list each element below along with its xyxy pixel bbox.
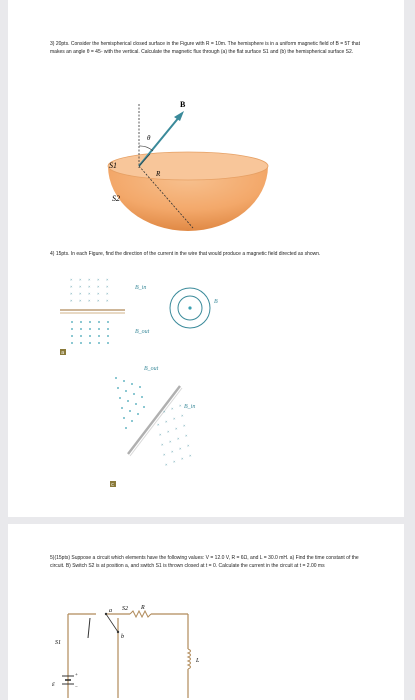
cross-marker: × — [165, 462, 168, 467]
cross-marker: × — [175, 426, 178, 431]
label-l: L — [196, 658, 200, 664]
dot-marker — [127, 400, 129, 402]
dot-marker — [107, 342, 109, 344]
cross-marker: × — [171, 406, 174, 411]
cross-marker: × — [189, 453, 192, 458]
cross-marker: × — [157, 422, 160, 427]
dot-marker — [125, 427, 127, 429]
cross-marker: × — [97, 291, 100, 296]
dot-marker — [115, 377, 117, 379]
rl-circuit-figure — [48, 604, 228, 700]
dot-marker — [107, 328, 109, 330]
s2-label: S2 — [112, 194, 120, 203]
dot-marker — [89, 328, 91, 330]
b-in-label: B_in — [135, 285, 147, 291]
dot-marker — [123, 380, 125, 382]
cross-marker: × — [185, 433, 188, 438]
tag-c-label: c — [111, 482, 114, 488]
label-minus: − — [75, 685, 78, 690]
dot-marker — [89, 335, 91, 337]
dot-marker — [89, 321, 91, 323]
dot-marker — [80, 328, 82, 330]
dot-marker — [80, 321, 82, 323]
dot-marker — [98, 328, 100, 330]
cross-marker: × — [163, 409, 166, 414]
b-out-label-c: B_out — [144, 366, 159, 372]
crosses-b-in — [70, 277, 109, 303]
resistor — [130, 611, 151, 617]
hemisphere-figure — [68, 96, 348, 236]
cross-marker: × — [70, 284, 73, 289]
dot-marker — [123, 417, 125, 419]
cross-marker: × — [106, 298, 109, 303]
label-b: b — [121, 634, 124, 640]
cross-marker: × — [88, 284, 91, 289]
cross-marker: × — [79, 284, 82, 289]
cross-marker: × — [97, 284, 100, 289]
cross-marker: × — [88, 298, 91, 303]
cross-marker: × — [181, 413, 184, 418]
cross-marker: × — [159, 432, 162, 437]
cross-marker: × — [79, 277, 82, 282]
dots-b-out — [71, 321, 109, 344]
cross-marker: × — [106, 277, 109, 282]
theta-label: θ — [147, 134, 151, 142]
dot-marker — [143, 406, 145, 408]
b-out-label: B_out — [135, 329, 150, 335]
cross-marker: × — [70, 277, 73, 282]
figure-c-diagonal-wire — [98, 358, 218, 493]
s1-label: S1 — [109, 161, 117, 170]
cross-marker: × — [106, 284, 109, 289]
dots-b-out-c — [115, 377, 145, 429]
dot-marker — [107, 335, 109, 337]
cross-marker: × — [173, 416, 176, 421]
dot-marker — [133, 393, 135, 395]
cross-marker: × — [97, 298, 100, 303]
dot-marker — [141, 396, 143, 398]
cross-marker: × — [179, 446, 182, 451]
dot-marker — [129, 410, 131, 412]
cross-marker: × — [79, 298, 82, 303]
dot-marker — [80, 335, 82, 337]
document-page-2 — [8, 524, 404, 700]
cross-marker: × — [183, 423, 186, 428]
dot-marker — [139, 386, 141, 388]
cross-marker: × — [173, 459, 176, 464]
cross-marker: × — [106, 291, 109, 296]
cross-marker: × — [161, 442, 164, 447]
dot-marker — [98, 342, 100, 344]
dot-marker — [71, 328, 73, 330]
wire-dot — [188, 306, 191, 309]
dot-marker — [119, 397, 121, 399]
dot-marker — [125, 390, 127, 392]
label-s2: S2 — [122, 606, 128, 612]
cross-marker: × — [79, 291, 82, 296]
dot-marker — [89, 342, 91, 344]
label-a: a — [109, 608, 112, 614]
cross-marker: × — [171, 449, 174, 454]
dot-marker — [131, 383, 133, 385]
question-5-text: 5)(15pts) Suppose a circuit which elements have the following values: V = 12.0 V, R = 6Ω, and L = 30.0 mH. a) Find the time constant of the circuit. B) Switch S2 is at position a, and switch S1 is thrown closed at t = 0. Calculate the current in the circuit at t = 2.00 ms — [50, 555, 359, 570]
dot-marker — [71, 342, 73, 344]
cross-marker: × — [177, 436, 180, 441]
figure-a-field-grid — [60, 275, 160, 360]
dot-marker — [137, 413, 139, 415]
figure-b-circular-field — [158, 275, 258, 345]
b-in-label-c: B_in — [184, 404, 196, 410]
dot-marker — [80, 342, 82, 344]
cross-marker: × — [167, 429, 170, 434]
cross-marker: × — [70, 291, 73, 296]
b-label-fig-b: B — [214, 299, 218, 305]
document-page-1 — [8, 0, 404, 517]
dot-marker — [131, 420, 133, 422]
cross-marker: × — [181, 456, 184, 461]
dot-marker — [71, 321, 73, 323]
dot-marker — [135, 403, 137, 405]
dot-marker — [71, 335, 73, 337]
label-emf: ε — [52, 680, 55, 688]
tag-a-label: a — [61, 350, 65, 356]
cross-marker: × — [187, 443, 190, 448]
cross-marker: × — [179, 403, 182, 408]
label-plus: + — [75, 673, 78, 678]
cross-marker: × — [169, 439, 172, 444]
dot-marker — [117, 387, 119, 389]
r-label: R — [156, 170, 161, 178]
dot-marker — [107, 321, 109, 323]
crosses-b-in-c — [157, 403, 192, 467]
cross-marker: × — [165, 419, 168, 424]
label-r: R — [141, 605, 145, 611]
cross-marker: × — [88, 277, 91, 282]
dot-marker — [98, 321, 100, 323]
cross-marker: × — [163, 452, 166, 457]
inductor — [188, 649, 191, 669]
b-label: B — [180, 100, 186, 109]
cross-marker: × — [88, 291, 91, 296]
field-arrowhead — [174, 111, 184, 121]
question-4-text: 4) 15pts. In each Figure, find the direction of the current in the wire that would produce a magnetic field directed as shown. — [50, 251, 321, 257]
dot-marker — [121, 407, 123, 409]
cross-marker: × — [70, 298, 73, 303]
flat-surface-s1 — [108, 152, 268, 180]
cross-marker: × — [97, 277, 100, 282]
dot-marker — [98, 335, 100, 337]
label-s1: S1 — [55, 640, 61, 646]
question-3-text: 3) 20pts. Consider the hemispherical closed surface in the Figure with R = 10m. The hemisphere is in a uniform magnetic field of B = 5T that makes an angle θ = 45◦ with the vertical. Calculate the magnetic flux through (a) the flat surface S1 and (b) the hemispherical surface S2. — [50, 41, 360, 56]
